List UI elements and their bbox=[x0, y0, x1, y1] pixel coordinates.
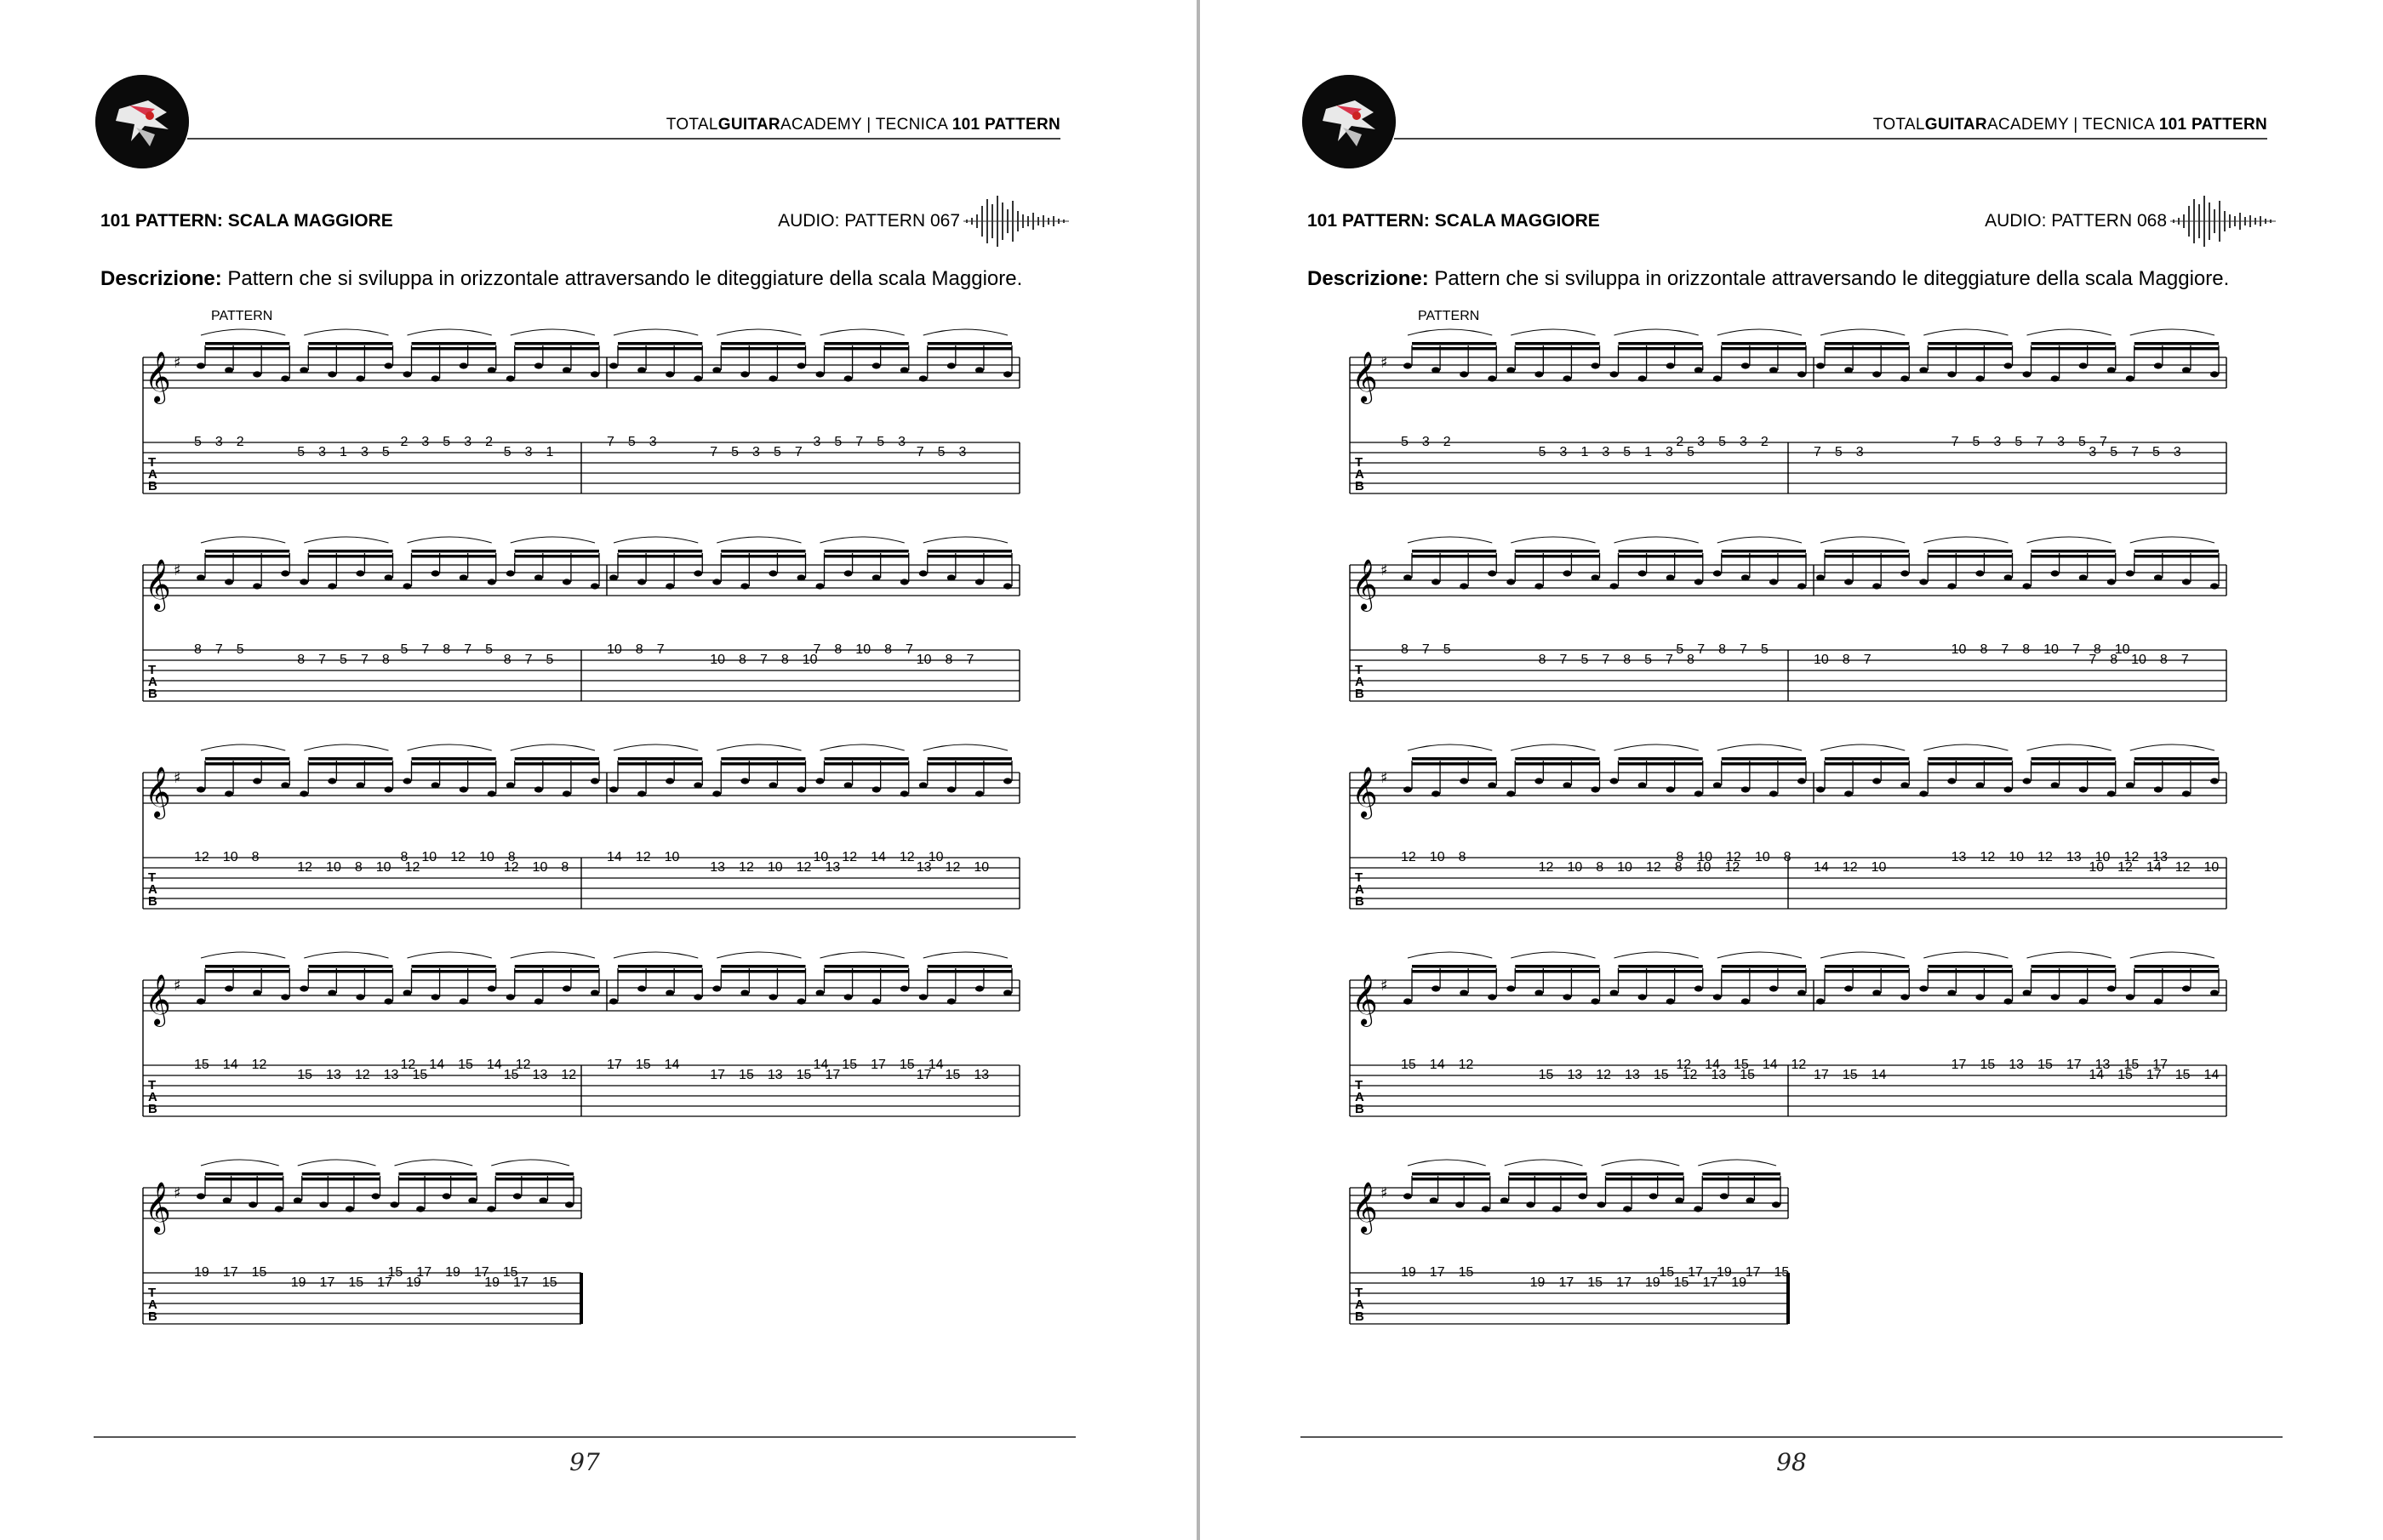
tab-fret-group: 17—15—13—15—17—13—15—17 bbox=[1951, 1058, 2169, 1072]
svg-text:T: T bbox=[1355, 870, 1363, 885]
svg-text:T: T bbox=[1355, 663, 1363, 677]
svg-text:T: T bbox=[1355, 1286, 1363, 1300]
tab-fret-group: 12—10—8—10—12—8—10—12 bbox=[1538, 860, 1740, 875]
svg-text:T: T bbox=[148, 1078, 157, 1092]
score-system bbox=[1350, 309, 2226, 493]
tab-fret-group: 12—10—8 bbox=[194, 850, 260, 864]
tab-fret-group: 17—15—13—15—17 bbox=[710, 1068, 841, 1082]
score-system bbox=[1350, 952, 2226, 1116]
svg-text:T: T bbox=[148, 1286, 157, 1300]
svg-text:T: T bbox=[1355, 455, 1363, 470]
tab-fret-group: 8—7—5 bbox=[503, 653, 554, 667]
description: Descrizione: Pattern che si sviluppa in orizzontale attraversando le diteggiature della scala Maggiore. bbox=[100, 267, 1023, 290]
svg-text:B: B bbox=[148, 894, 157, 909]
svg-text:B: B bbox=[1355, 687, 1364, 701]
svg-text:♯: ♯ bbox=[174, 769, 181, 787]
tab-fret-group: 15—14—12 bbox=[1401, 1058, 1474, 1072]
treble-clef-icon: 𝄞 bbox=[1352, 559, 1378, 610]
tab-fret-group: 13—12—10—12—13 bbox=[710, 860, 841, 875]
section-title: 101 PATTERN: SCALA MAGGIORE bbox=[1307, 211, 1600, 231]
tab-fret-group: 5—3—1—3—5 bbox=[297, 445, 390, 459]
treble-clef-icon: 𝄞 bbox=[145, 351, 171, 402]
treble-clef-icon: 𝄞 bbox=[145, 559, 171, 610]
svg-text:B: B bbox=[148, 1102, 157, 1116]
svg-text:B: B bbox=[1355, 894, 1364, 909]
svg-text:T: T bbox=[148, 870, 157, 885]
tab-fret-group: 15—13—12 bbox=[503, 1068, 577, 1082]
tab-fret-group: 7—8—10—8—7 bbox=[813, 642, 913, 657]
tab-fret-group: 13—12—10—12—13—10—12—13 bbox=[1951, 850, 2169, 864]
svg-text:♯: ♯ bbox=[174, 354, 181, 372]
tab-fret-group: 12—14—15—14—12 bbox=[400, 1058, 531, 1072]
tab-fret-group: 3—5—7—5—3 bbox=[813, 435, 906, 449]
svg-text:♯: ♯ bbox=[174, 562, 181, 579]
page-number: 97 bbox=[569, 1448, 600, 1476]
score-system bbox=[1350, 744, 2226, 909]
tab-fret-group: 8—10—12—10—8 bbox=[1676, 850, 1792, 864]
tab-fret-group: 14—12—10 bbox=[1814, 860, 1887, 875]
treble-clef-icon: 𝄞 bbox=[145, 1182, 171, 1233]
svg-text:A: A bbox=[148, 675, 157, 689]
audio-waveform-icon[interactable] bbox=[2170, 194, 2276, 248]
tab-fret-group: 8—10—12—10—8 bbox=[400, 850, 516, 864]
treble-clef-icon: 𝄞 bbox=[145, 767, 171, 818]
svg-text:B: B bbox=[148, 479, 157, 493]
tab-fret-group: 7—5—3 bbox=[1814, 445, 1864, 459]
tab-fret-group: 19—17—15 bbox=[194, 1265, 267, 1280]
academy-logo bbox=[1302, 75, 1396, 168]
svg-text:A: A bbox=[1355, 882, 1364, 897]
svg-text:B: B bbox=[1355, 479, 1364, 493]
tab-fret-group: 5—7—8—7—5 bbox=[1676, 642, 1769, 657]
svg-text:B: B bbox=[148, 1309, 157, 1324]
svg-text:♯: ♯ bbox=[1380, 977, 1388, 995]
svg-text:A: A bbox=[148, 1090, 157, 1104]
tab-fret-group: 15—17—19—17—15 bbox=[1659, 1265, 1790, 1280]
tab-fret-group: 17—15—13 bbox=[916, 1068, 990, 1082]
notation-score bbox=[136, 306, 1072, 1327]
tab-fret-group: 10—8—7—8—10—7—8—10 bbox=[1951, 642, 2130, 657]
svg-text:B: B bbox=[148, 687, 157, 701]
page-98 bbox=[1207, 0, 2383, 1540]
tab-fret-group: 12—14—15—14—12 bbox=[1676, 1058, 1807, 1072]
audio-waveform-icon[interactable] bbox=[963, 194, 1069, 248]
page-gutter bbox=[1190, 0, 1207, 1540]
tab-fret-group: 7—5—3—5—7—3—5—7 bbox=[1951, 435, 2107, 449]
treble-clef-icon: 𝄞 bbox=[1352, 351, 1378, 402]
tab-fret-group: 10—8—7 bbox=[1814, 653, 1872, 667]
svg-text:T: T bbox=[148, 663, 157, 677]
svg-text:A: A bbox=[1355, 675, 1364, 689]
audio-label: AUDIO: PATTERN 067 bbox=[778, 211, 960, 231]
svg-text:A: A bbox=[148, 467, 157, 482]
treble-clef-icon: 𝄞 bbox=[145, 974, 171, 1025]
tab-fret-group: 5—3—2 bbox=[194, 435, 244, 449]
svg-text:♯: ♯ bbox=[1380, 562, 1388, 579]
header-rule bbox=[1394, 138, 2267, 140]
svg-text:♯: ♯ bbox=[174, 1184, 181, 1202]
tab-fret-group: 15—14—12 bbox=[194, 1058, 267, 1072]
tab-fret-group: 15—13—12—13—15 bbox=[297, 1068, 428, 1082]
tab-fret-group: 19—17—15—17—19—15—17—19 bbox=[1529, 1275, 1747, 1290]
tab-fret-group: 19—17—15 bbox=[1401, 1265, 1474, 1280]
tab-fret-group: 15—13—12—13—15—12—13—15 bbox=[1538, 1068, 1756, 1082]
svg-text:♯: ♯ bbox=[1380, 769, 1388, 787]
academy-logo bbox=[95, 75, 189, 168]
svg-text:A: A bbox=[148, 1298, 157, 1312]
tab-fret-group: 8—7—5 bbox=[1401, 642, 1451, 657]
svg-text:A: A bbox=[1355, 467, 1364, 482]
tab-fret-group: 12—10—8 bbox=[503, 860, 569, 875]
treble-clef-icon: 𝄞 bbox=[1352, 767, 1378, 818]
svg-text:B: B bbox=[1355, 1309, 1364, 1324]
tab-fret-group: 8—7—5—7—8—5—7—8 bbox=[1538, 653, 1694, 667]
running-header: TOTALGUITARACADEMY | TECNICA 101 PATTERN bbox=[1872, 116, 2267, 134]
section-title: 101 PATTERN: SCALA MAGGIORE bbox=[100, 211, 393, 231]
tab-fret-group: 14—15—17—15—14 bbox=[2089, 1068, 2220, 1082]
svg-text:B: B bbox=[1355, 1102, 1364, 1116]
treble-clef-icon: 𝄞 bbox=[1352, 1182, 1378, 1233]
svg-text:A: A bbox=[148, 882, 157, 897]
svg-text:♯: ♯ bbox=[1380, 1184, 1388, 1202]
tab-fret-group: 8—7—5 bbox=[194, 642, 244, 657]
page-97 bbox=[0, 0, 1190, 1540]
tab-fret-group: 5—7—8—7—5 bbox=[400, 642, 493, 657]
description: Descrizione: Pattern che si sviluppa in orizzontale attraversando le diteggiature della scala Maggiore. bbox=[1307, 267, 2230, 290]
svg-text:A: A bbox=[1355, 1298, 1364, 1312]
header-rule bbox=[187, 138, 1060, 140]
svg-text:T: T bbox=[1355, 1078, 1363, 1092]
tab-fret-group: 19—17—15 bbox=[484, 1275, 557, 1290]
svg-text:T: T bbox=[148, 455, 157, 470]
pattern-label: PATTERN bbox=[1418, 309, 1480, 323]
score-system bbox=[1350, 1160, 1789, 1324]
page-number: 98 bbox=[1776, 1448, 1807, 1476]
treble-clef-icon: 𝄞 bbox=[1352, 974, 1378, 1025]
running-header: TOTALGUITARACADEMY | TECNICA 101 PATTERN bbox=[666, 116, 1060, 134]
score-system bbox=[143, 1160, 581, 1324]
score-system bbox=[1350, 537, 2226, 701]
score-system bbox=[143, 309, 1020, 493]
tab-fret-group: 19—17—15—17—19 bbox=[290, 1275, 421, 1290]
audio-label: AUDIO: PATTERN 068 bbox=[1985, 211, 2167, 231]
tab-fret-group: 10—12—14—12—10 bbox=[2089, 860, 2220, 875]
tab-fret-group: 2—3—5—3—2 bbox=[400, 435, 493, 449]
score-system bbox=[143, 952, 1020, 1116]
tab-fret-group: 10—8—7 bbox=[607, 642, 665, 657]
tab-fret-group: 7—5—3 bbox=[916, 445, 967, 459]
tab-fret-group: 17—15—14 bbox=[1814, 1068, 1887, 1082]
footer-rule bbox=[1300, 1436, 2283, 1438]
tab-fret-group: 12—10—8—10—12 bbox=[297, 860, 420, 875]
tab-fret-group: 3—5—7—5—3 bbox=[2089, 445, 2181, 459]
tab-fret-group: 17—15—14 bbox=[607, 1058, 680, 1072]
tab-fret-group: 5—3—1—3—5—1—3—5 bbox=[1538, 445, 1694, 459]
tab-fret-group: 14—15—17—15—14 bbox=[813, 1058, 944, 1072]
tab-fret-group: 15—17—19—17—15 bbox=[387, 1265, 518, 1280]
tab-fret-group: 10—8—7 bbox=[916, 653, 974, 667]
notation-score bbox=[1343, 306, 2279, 1327]
tab-fret-group: 7—5—3—5—7 bbox=[710, 445, 803, 459]
tab-fret-group: 8—7—5—7—8 bbox=[297, 653, 390, 667]
tab-fret-group: 14—12—10 bbox=[607, 850, 680, 864]
score-system bbox=[143, 744, 1020, 909]
tab-fret-group: 7—8—10—8—7 bbox=[2089, 653, 2189, 667]
tab-fret-group: 10—8—7—8—10 bbox=[710, 653, 818, 667]
tab-fret-group: 7—5—3 bbox=[607, 435, 657, 449]
svg-text:♯: ♯ bbox=[174, 977, 181, 995]
tab-fret-group: 13—12—10 bbox=[916, 860, 990, 875]
svg-text:♯: ♯ bbox=[1380, 354, 1388, 372]
footer-rule bbox=[94, 1436, 1076, 1438]
svg-text:A: A bbox=[1355, 1090, 1364, 1104]
tab-fret-group: 2—3—5—3—2 bbox=[1676, 435, 1769, 449]
tab-fret-group: 5—3—1 bbox=[503, 445, 554, 459]
tab-fret-group: 10—12—14—12—10 bbox=[813, 850, 944, 864]
pattern-label: PATTERN bbox=[211, 309, 273, 323]
tab-fret-group: 5—3—2 bbox=[1401, 435, 1451, 449]
tab-fret-group: 12—10—8 bbox=[1401, 850, 1466, 864]
score-system bbox=[143, 537, 1020, 701]
